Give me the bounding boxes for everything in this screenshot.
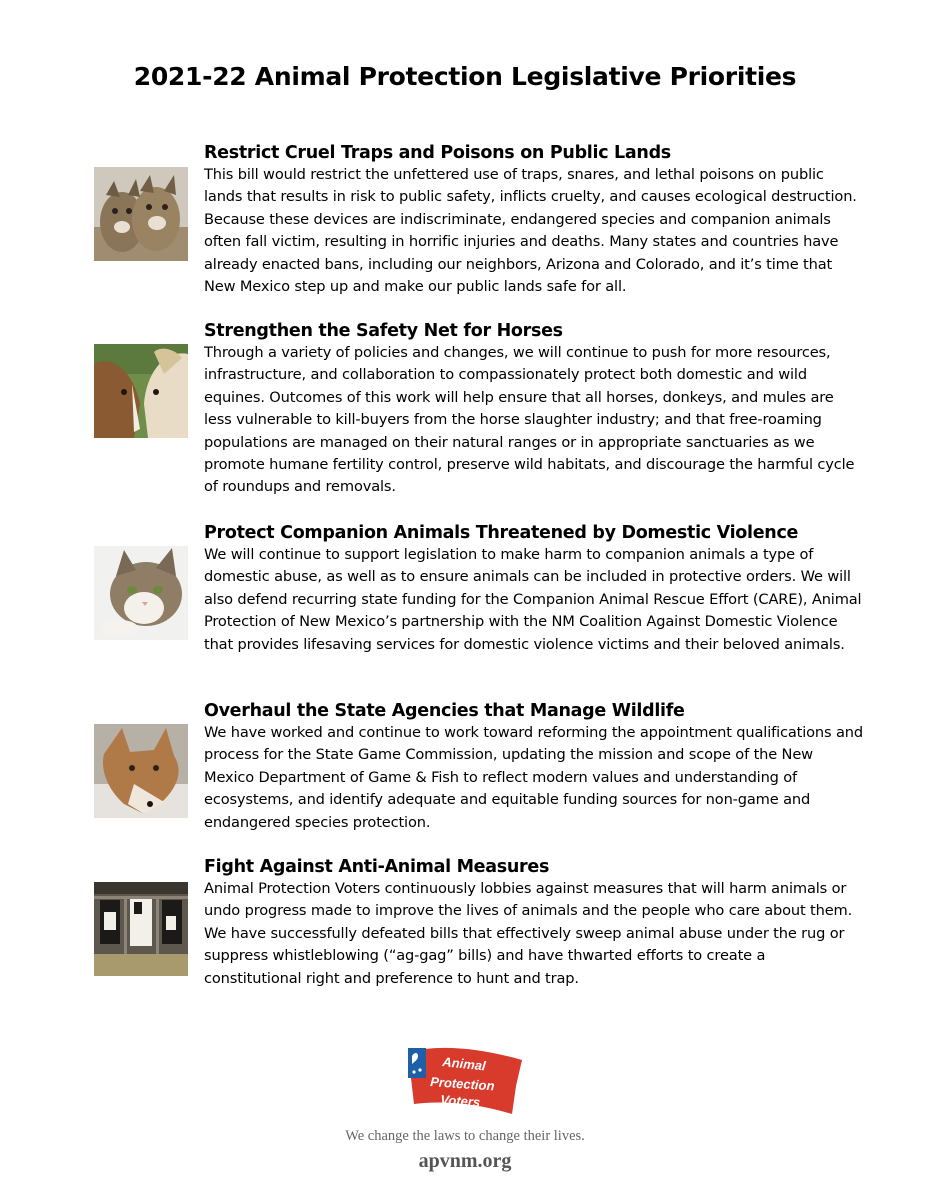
cows-photo bbox=[94, 882, 188, 976]
priority-heading: Protect Companion Animals Threatened by Domestic Violence bbox=[204, 523, 799, 543]
priority-body: Animal Protection Voters continuously lobbies against measures that will harm animals or undo progress made to improve the lives of animals and the people who care about them. We have successfully defeated bills that effectively sweep animal abuse under the rug or suppress whistleblowing (“ag-gag” bills) and have thwarted efforts to create a constitutional right and preference to hunt and trap. bbox=[204, 880, 853, 987]
coyote-photo bbox=[94, 724, 188, 818]
logo-line1: Animal bbox=[441, 1054, 487, 1074]
tagline: We change the laws to change their lives. bbox=[345, 1128, 585, 1144]
priority-body: We will continue to support legislation to make harm to companion animals a type of domestic abuse, as well as to ensure animals can be included in protective orders. We will also defend recurring state funding for the Companion Animal Rescue Effort (CARE), Animal Protection of New Mexico’s partnership with the NM Coalition Against Domestic Violence that provides lifesaving services for domestic violence victims and their beloved animals. bbox=[204, 546, 862, 653]
priority-body: Through a variety of policies and changes, we will continue to push for more resources, infrastructure, and collaboration to compassionately protect both domestic and wild equines. Outcomes of this work will help ensure that all horses, donkeys, and mules are less vulnerable to kill-buyers from the horse slaughter industry; and that free-roaming populations are managed on their natural ranges or in appropriate sanctuaries as we promote humane fertility control, preserve wild habitats, and discourage the harmful cycle of roundups and removals. bbox=[204, 344, 855, 496]
priority-body: We have worked and continue to work toward reforming the appointment qualifications and process for the State Game Commission, updating the mission and scope of the New Mexico Department of Game & Fish to reflect modern values and understanding of ecosystems, and identify adequate and equitable funding sources for non-game and endangered species protection. bbox=[204, 724, 863, 831]
priority-body: This bill would restrict the unfettered use of traps, snares, and lethal poisons on public lands that results in risk to public safety, inflicts cruelty, and causes ecological destruction. Because these devices are indiscriminate, endangered species and companion animals often fall victim, resulting in horrific injuries and deaths. Many states and countries have already enacted bans, including our neighbors, Arizona and Colorado, and it’s time that New Mexico step up and make our public lands safe for all. bbox=[204, 166, 857, 296]
priority-heading: Strengthen the Safety Net for Horses bbox=[204, 321, 563, 341]
priority-heading: Overhaul the State Agencies that Manage Wildlife bbox=[204, 701, 685, 721]
bobcats-photo bbox=[94, 167, 188, 261]
logo-line2: Protection bbox=[429, 1074, 495, 1094]
priority-heading: Fight Against Anti-Animal Measures bbox=[204, 857, 550, 877]
apv-logo bbox=[400, 1042, 530, 1124]
website-link[interactable]: apvnm.org bbox=[418, 1150, 512, 1172]
page-title: 2021-22 Animal Protection Legislative Priorities bbox=[133, 62, 797, 91]
logo-line3: Voters bbox=[439, 1092, 481, 1110]
cat-photo bbox=[94, 546, 188, 640]
horses-photo bbox=[94, 344, 188, 438]
priority-heading: Restrict Cruel Traps and Poisons on Public Lands bbox=[204, 143, 671, 163]
